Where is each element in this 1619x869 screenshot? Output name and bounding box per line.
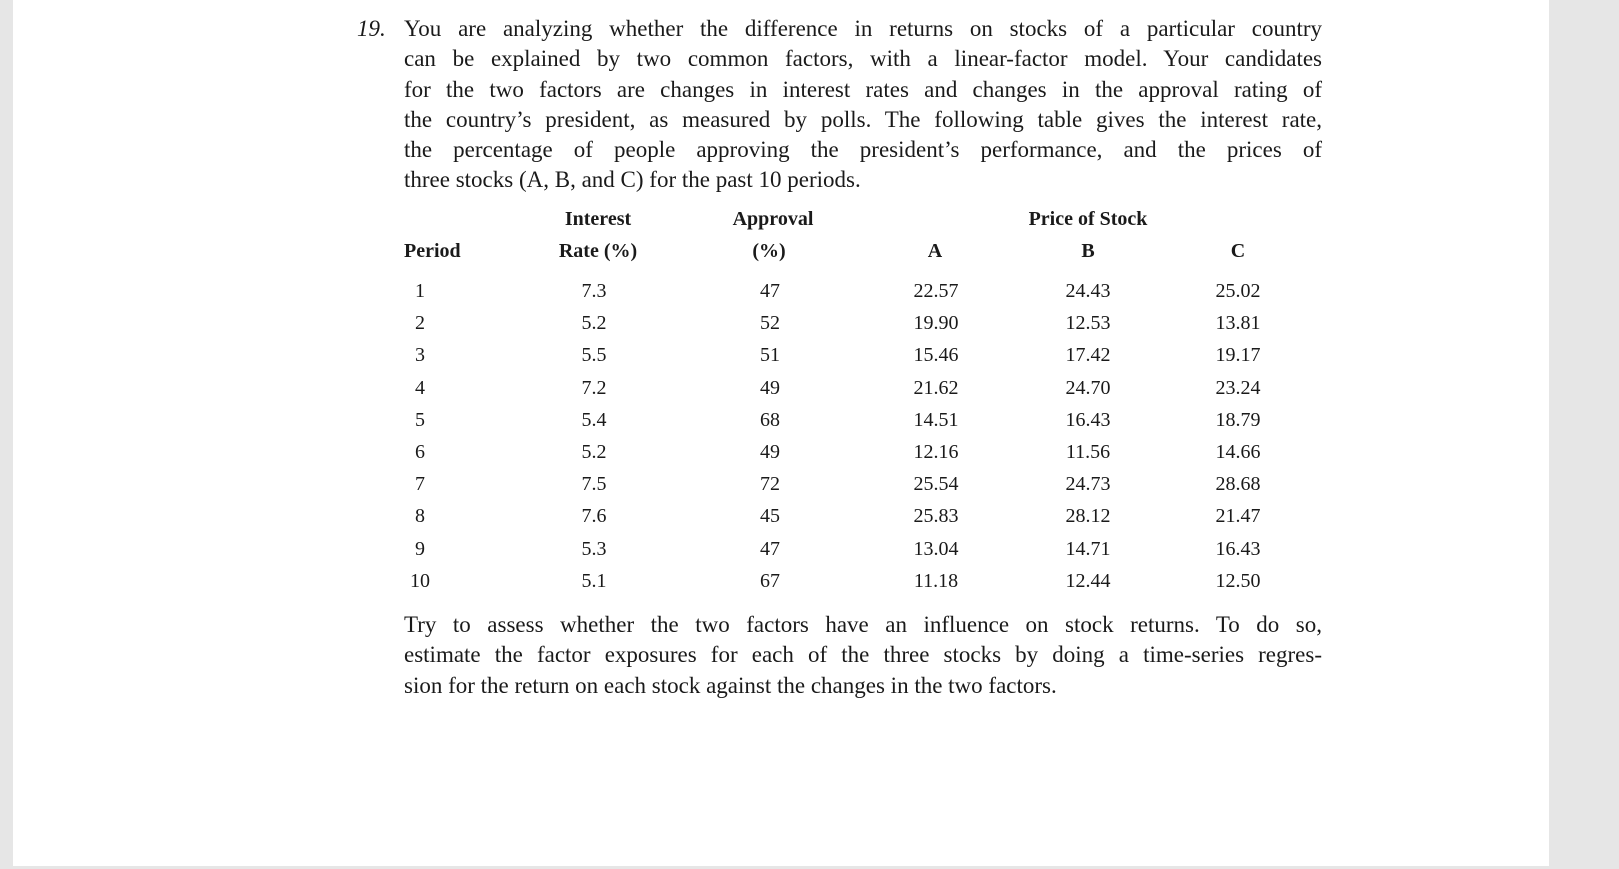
header-approval-pct: (%) [752, 240, 786, 262]
cell-period: 9 [415, 537, 425, 560]
header-rate-pct: Rate (%) [558, 240, 638, 262]
intro-line: three stocks (A, B, and C) for the past 10 periods. [404, 167, 861, 193]
cell-interest-rate: 7.2 [581, 376, 607, 399]
intro-line: the country’s president, as measured by polls. The following table gives the interest rate, [404, 106, 1322, 132]
header-stock-a: A [927, 240, 943, 262]
cell-interest-rate: 5.3 [581, 537, 607, 560]
cell-approval: 49 [760, 441, 780, 463]
cell-price-a: 13.04 [913, 537, 959, 560]
cell-price-b: 16.43 [1065, 408, 1111, 431]
header-stock-b: B [1081, 240, 1095, 262]
cell-approval: 45 [760, 505, 780, 528]
cell-interest-rate: 5.4 [581, 408, 607, 431]
cell-price-c: 13.81 [1215, 312, 1261, 335]
cell-approval: 47 [760, 280, 780, 302]
cell-price-c: 12.50 [1215, 569, 1261, 592]
cell-interest-rate: 5.2 [581, 441, 607, 463]
cell-period: 3 [415, 344, 425, 367]
cell-period: 8 [415, 505, 425, 528]
cell-price-b: 28.12 [1065, 505, 1111, 528]
cell-price-a: 19.90 [913, 312, 959, 335]
cell-approval: 67 [760, 569, 780, 592]
problem-intro [404, 14, 1322, 196]
cell-period: 4 [415, 376, 425, 399]
cell-interest-rate: 7.3 [581, 280, 607, 302]
header-approval: Approval [732, 208, 814, 230]
cell-price-c: 25.02 [1215, 280, 1261, 302]
cell-price-a: 12.16 [913, 441, 959, 463]
cell-period: 7 [415, 473, 425, 496]
cell-price-b: 12.44 [1065, 569, 1111, 592]
cell-interest-rate: 5.2 [581, 312, 607, 335]
cell-price-a: 11.18 [913, 569, 959, 592]
outro-line: sion for the return on each stock against the changes in the two factors. [404, 672, 1057, 698]
cell-price-b: 12.53 [1065, 312, 1111, 335]
problem-instructions [404, 610, 1322, 701]
cell-price-c: 14.66 [1215, 441, 1261, 463]
cell-interest-rate: 7.5 [581, 473, 607, 496]
cell-period: 2 [415, 312, 425, 335]
cell-price-b: 24.73 [1065, 473, 1111, 496]
cell-price-a: 15.46 [913, 344, 959, 367]
cell-approval: 68 [760, 408, 780, 431]
problem-number: 19. [357, 16, 386, 41]
cell-price-b: 24.70 [1065, 376, 1111, 399]
cell-price-b: 14.71 [1065, 537, 1111, 560]
cell-price-a: 25.54 [913, 473, 959, 496]
cell-period: 1 [415, 280, 425, 302]
cell-approval: 72 [760, 473, 780, 496]
cell-price-b: 24.43 [1065, 280, 1111, 302]
cell-price-a: 22.57 [913, 280, 959, 302]
header-stock-c: C [1230, 240, 1246, 262]
cell-price-b: 17.42 [1065, 344, 1111, 367]
cell-price-b: 11.56 [1065, 441, 1111, 463]
cell-period: 5 [415, 408, 425, 431]
cell-price-c: 18.79 [1215, 408, 1261, 431]
cell-price-c: 23.24 [1215, 376, 1261, 399]
cell-price-a: 21.62 [913, 376, 959, 399]
cell-price-c: 28.68 [1215, 473, 1261, 496]
cell-period: 6 [415, 441, 425, 463]
cell-period: 10 [410, 569, 430, 592]
outro-line: estimate the factor exposures for each of the three stocks by doing a time-series regres- [404, 642, 1322, 668]
header-price-of-stock: Price of Stock [1028, 208, 1148, 230]
cell-approval: 51 [760, 344, 780, 367]
cell-interest-rate: 7.6 [581, 505, 607, 528]
cell-price-c: 16.43 [1215, 537, 1261, 560]
intro-line: You are analyzing whether the difference in returns on stocks of a particular country [404, 16, 1322, 41]
cell-approval: 52 [760, 312, 780, 335]
cell-interest-rate: 5.5 [581, 344, 607, 367]
cell-price-a: 25.83 [913, 505, 959, 528]
cell-approval: 47 [760, 537, 780, 560]
cell-price-a: 14.51 [913, 408, 959, 431]
intro-line: can be explained by two common factors, with a linear-factor model. Your candidates [404, 46, 1322, 72]
header-interest: Interest [564, 208, 632, 230]
header-period: Period [404, 240, 461, 262]
cell-approval: 49 [760, 376, 780, 399]
intro-line: for the two factors are changes in interest rates and changes in the approval rating of [404, 76, 1322, 102]
cell-interest-rate: 5.1 [581, 569, 607, 592]
intro-line: the percentage of people approving the president’s performance, and the prices of [404, 137, 1322, 163]
cell-price-c: 21.47 [1215, 505, 1261, 528]
outro-line: Try to assess whether the two factors have an influence on stock returns. To do so, [404, 612, 1322, 637]
cell-price-c: 19.17 [1215, 344, 1261, 367]
